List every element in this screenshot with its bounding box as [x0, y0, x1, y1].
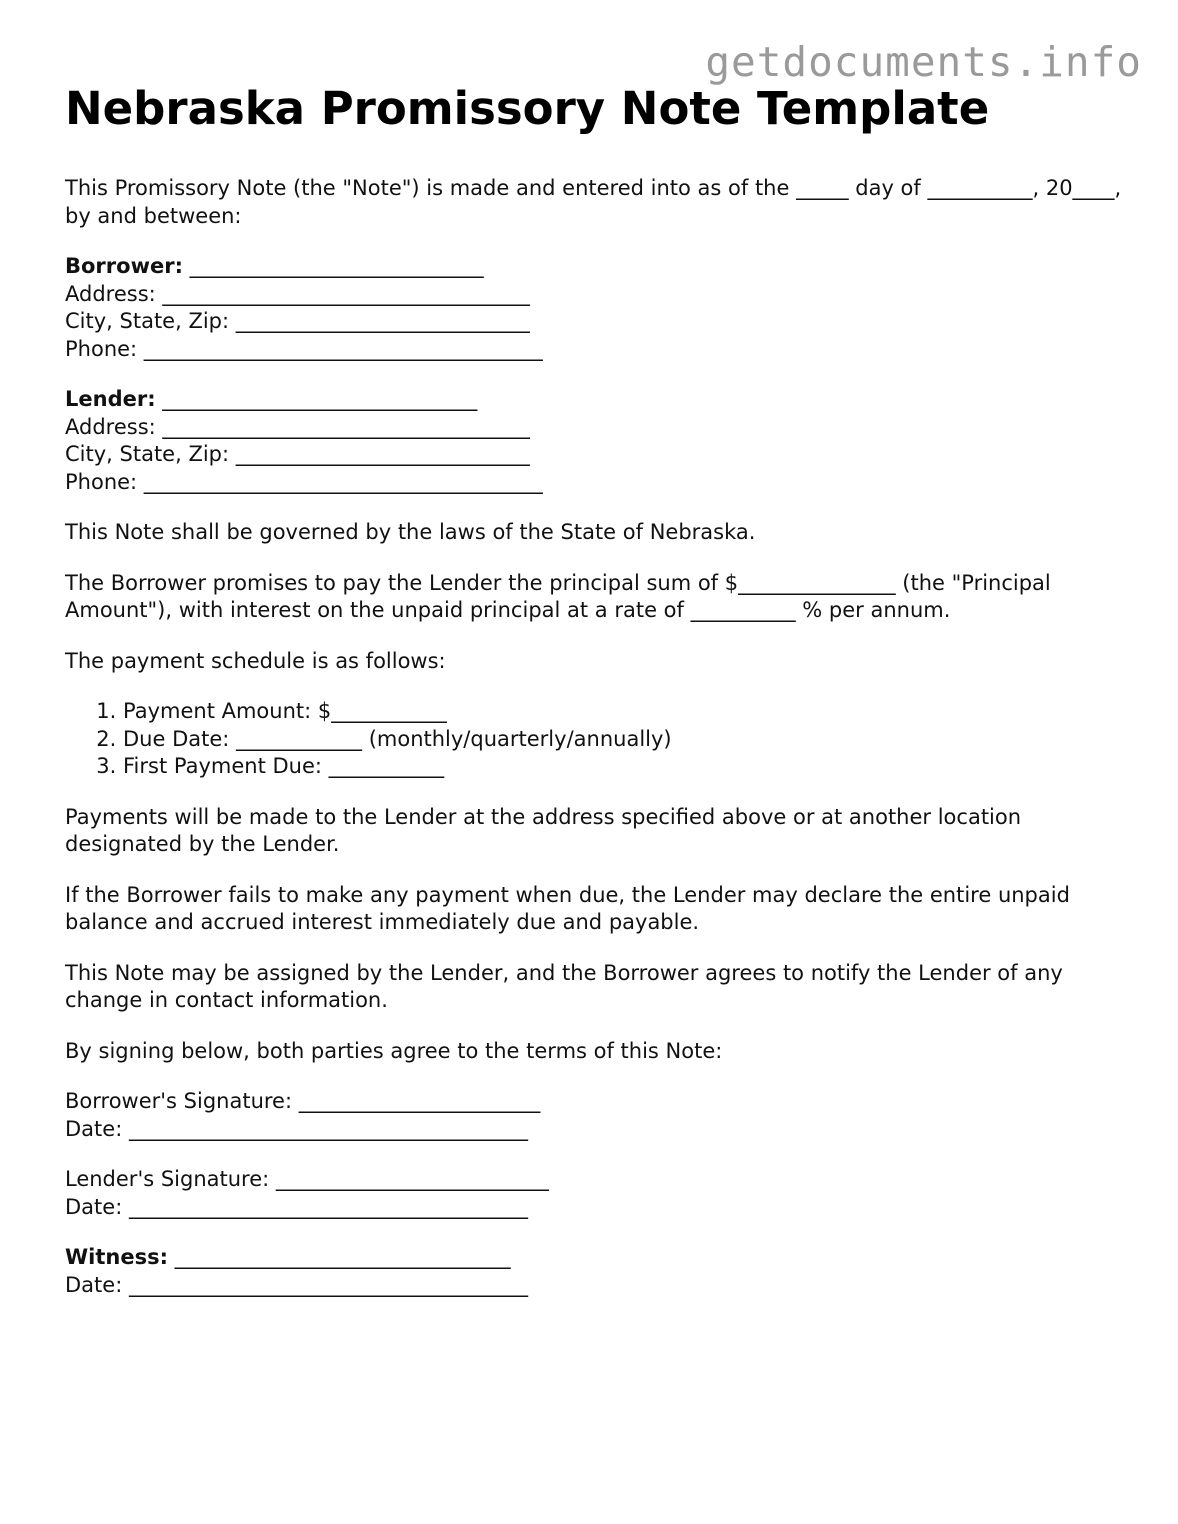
- principal-paragraph: The Borrower promises to pay the Lender the principal sum of $_______________ (the "Principal Amount"), with interest on the unpaid principal at a rate of __________ % per annum.: [65, 570, 1051, 622]
- lender-phone-line: Phone: ______________________________________: [65, 469, 543, 494]
- lender-city-line: City, State, Zip: ____________________________: [65, 442, 530, 466]
- witness-block: [65, 1244, 1125, 1299]
- lender-block: [65, 386, 1125, 496]
- lender-label: Lender:: [65, 387, 156, 411]
- document-page: [65, 78, 1125, 1299]
- lender-date-line: Date: ______________________________________: [65, 1194, 528, 1219]
- list-item: 1. Payment Amount: $___________: [123, 698, 1125, 726]
- list-item: 2. Due Date: ____________ (monthly/quarterly/annually): [123, 726, 1125, 754]
- borrower-block: [65, 253, 1125, 363]
- witness-label: Witness:: [65, 1245, 168, 1269]
- assignment-paragraph: This Note may be assigned by the Lender, and the Borrower agrees to notify the Lender of any change in contact information.: [65, 960, 1063, 1012]
- intro-paragraph: This Promissory Note (the "Note") is made and entered into as of the _____ day of __________, 20____, by and between:: [65, 176, 1122, 228]
- list-item: 3. First Payment Due: ___________: [123, 753, 1125, 781]
- borrower-label: Borrower:: [65, 254, 183, 278]
- borrower-name-line: [65, 253, 1125, 281]
- lender-signature-line: Lender's Signature: __________________________: [65, 1167, 549, 1191]
- witness-name-blank: ________________________________: [168, 1245, 511, 1269]
- lender-name-line: [65, 386, 1125, 414]
- document-title: Nebraska Promissory Note Template: [65, 82, 990, 135]
- witness-date-line: Date: ______________________________________: [65, 1272, 528, 1297]
- schedule-intro: The payment schedule is as follows:: [65, 648, 446, 673]
- borrower-signature-line: Borrower's Signature: _______________________: [65, 1089, 541, 1113]
- borrower-date-line: Date: ______________________________________: [65, 1116, 528, 1141]
- lender-address-line: Address: ___________________________________: [65, 414, 530, 439]
- borrower-signature-block: [65, 1088, 1125, 1143]
- lender-signature-block: [65, 1166, 1125, 1221]
- witness-line: [65, 1244, 1125, 1272]
- payment-schedule-list: [65, 698, 1125, 781]
- lender-name-blank: ______________________________: [155, 387, 478, 411]
- signing-intro: By signing below, both parties agree to the terms of this Note:: [65, 1038, 723, 1063]
- borrower-name-blank: ____________________________: [182, 254, 484, 278]
- governing-law-paragraph: This Note shall be governed by the laws of the State of Nebraska.: [65, 520, 756, 544]
- default-paragraph: If the Borrower fails to make any payment when due, the Lender may declare the entire unpaid balance and accrued interest immediately due and payable.: [65, 882, 1070, 934]
- watermark: getdocuments.info: [705, 38, 1142, 86]
- borrower-address-line: Address: ___________________________________: [65, 281, 530, 306]
- borrower-phone-line: Phone: ______________________________________: [65, 336, 543, 361]
- borrower-city-line: City, State, Zip: ____________________________: [65, 309, 530, 333]
- payments-location-paragraph: Payments will be made to the Lender at the address specified above or at another location designated by the Lender.: [65, 804, 1022, 856]
